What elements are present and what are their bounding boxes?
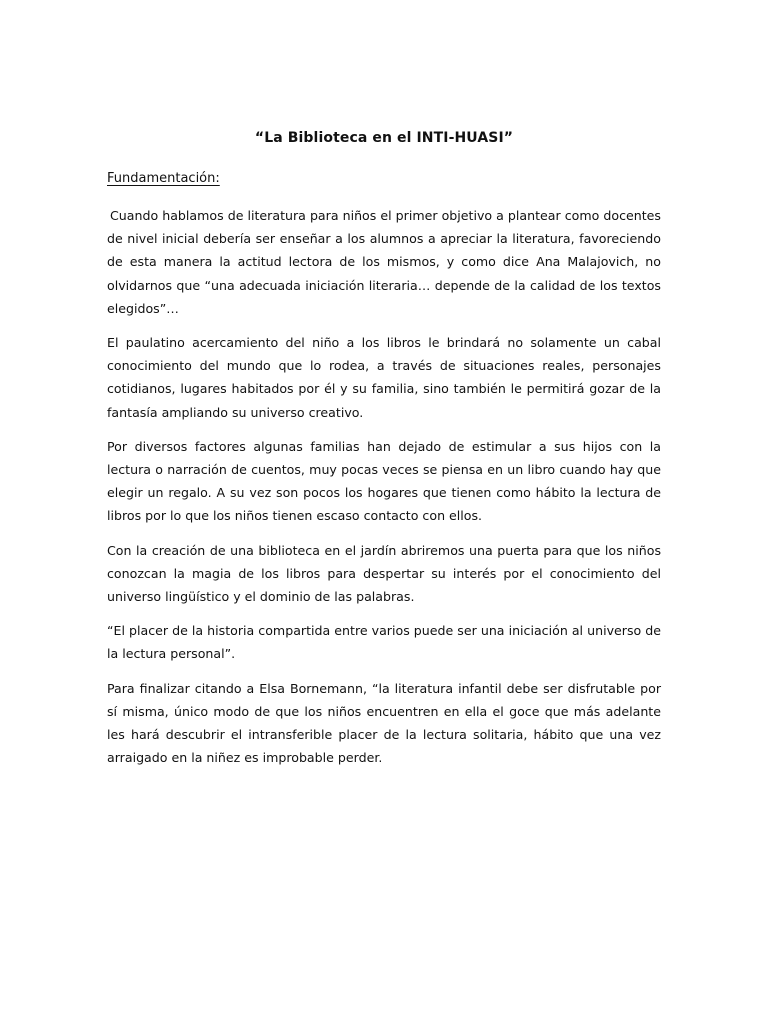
paragraph-3: Por diversos factores algunas familias han dejado de estimular a sus hijos con la lectura o narración de cuentos, muy pocas veces se piensa en un libro cuando hay que elegir un regalo. A su vez son pocos los hogares que tienen como hábito la lectura de libros por lo que los niños tienen escaso contacto con ellos.: [107, 438, 661, 524]
section-heading: Fundamentación:: [107, 171, 220, 186]
paragraph-2: El paulatino acercamiento del niño a los libros le brindará no solamente un cabal conocimiento del mundo que lo rodea, a través de situaciones reales, personajes cotidianos, lugares habitados por él y su familia, sino también le permitirá gozar de la fantasía ampliando su universo creativo.: [107, 335, 661, 420]
document-body: [107, 126, 661, 780]
document-title: “La Biblioteca en el INTI-HUASI”: [254, 130, 514, 146]
paragraph-6: Para finalizar citando a Elsa Bornemann, “la literatura infantil debe ser disfrutable por sí misma, único modo de que los niños encuentren en ella el goce que más adelante les hará descubrir el intransferible placer de la lectura solitaria, hábito que una vez arraigado en la niñez es improbable perder.: [107, 680, 661, 766]
paragraph-5: “El placer de la historia compartida entre varios puede ser una iniciación al universo de la lectura personal”.: [107, 623, 661, 662]
heading-wrapper: [107, 167, 661, 204]
paragraph-4: Con la creación de una biblioteca en el jardín abriremos una puerta para que los niños conozcan la magia de los libros para despertar su interés por el conocimiento del universo lingüístico y el dominio de las palabras.: [107, 542, 661, 605]
paragraph-1: Cuando hablamos de literatura para niños el primer objetivo a plantear como docentes de nivel inicial debería ser enseñar a los alumnos a apreciar la literatura, favoreciendo de esta manera la actitud lectora de los mismos, y como dice Ana Malajovich, no olvidarnos que “una adecuada iniciación literaria… depende de la calidad de los textos elegidos”…: [107, 208, 661, 316]
